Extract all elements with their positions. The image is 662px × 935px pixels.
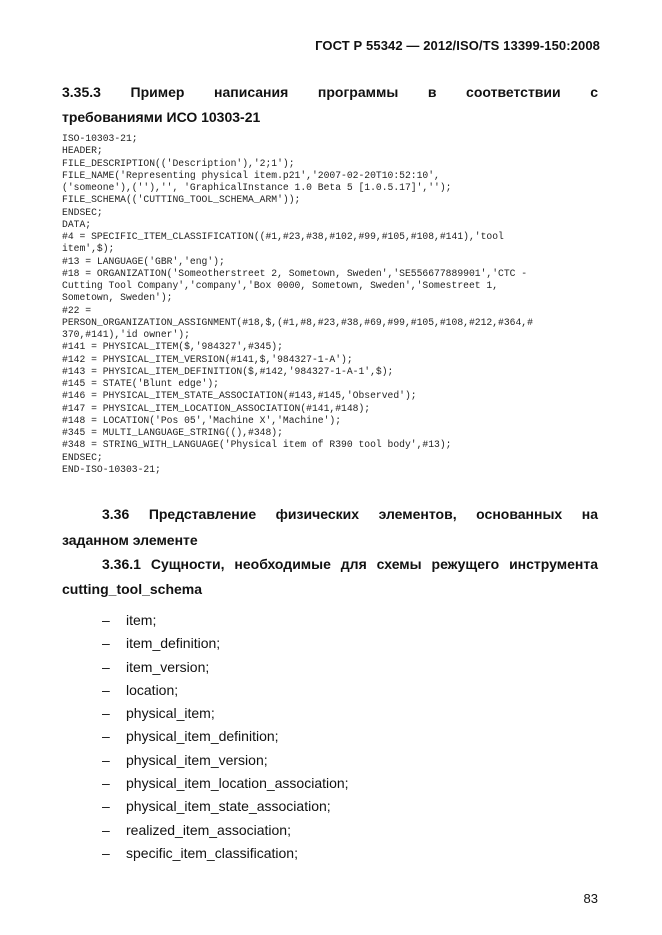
entity-name: item; [126,612,157,628]
entity-name: physical_item_definition; [126,728,279,745]
document-header: ГОСТ Р 55342 — 2012/ISO/TS 13399-150:2008 [315,38,600,53]
section-3-36-1-heading: 3.36.1 Сущности, необходимые для схемы режущего инструмента [102,556,598,572]
code-line: END-ISO-10303-21; [62,463,161,475]
list-dash: – [102,705,110,722]
entity-name: physical_item_version; [126,751,268,768]
list-item [102,611,349,634]
list-dash: – [102,751,110,768]
code-line: #4 = SPECIFIC_ITEM_CLASSIFICATION((#1,#23,#38,#102,#99,#105,#108,#141),'tool [62,231,504,242]
list-item [102,751,349,774]
list-dash: – [102,821,110,838]
list-dash: – [102,798,110,815]
list-item [102,658,349,681]
code-line: FILE_DESCRIPTION(('Description'),'2;1'); [62,157,295,169]
code-line: #345 = MULTI_LANGUAGE_STRING((),#348); [62,427,283,438]
code-line: #22 = [62,304,92,316]
list-dash: – [102,658,110,675]
code-line: #141 = PHYSICAL_ITEM($,'984327',#345); [62,341,283,353]
list-item [102,634,349,657]
entity-name: physical_item_location_association; [126,775,349,792]
list-item [102,844,349,867]
code-line: ISO-10303-21; [62,133,138,144]
code-line: Cutting Tool Company','company','Box 0000, Sometown, Sweden','Somestreet 1, [62,280,499,291]
entity-name: specific_item_classification; [126,844,298,861]
code-line: #143 = PHYSICAL_ITEM_DEFINITION($,#142,'984327-1-A-1',$); [62,365,394,377]
code-line: #13 = LANGUAGE('GBR','eng'); [62,255,225,267]
entity-name: item_definition; [126,635,221,652]
list-item [102,704,349,727]
code-line: #145 = STATE('Blunt edge'); [62,378,219,389]
list-dash: – [102,775,110,792]
entity-name: location; [126,681,179,698]
list-item [102,821,349,844]
code-line: ENDSEC; [62,206,103,218]
entity-name: realized_item_association; [126,821,291,838]
code-line: #147 = PHYSICAL_ITEM_LOCATION_ASSOCIATION(#141,#148); [62,402,371,414]
code-line: HEADER; [62,145,103,157]
section-3-36-heading: 3.36 Представление физических элементов, основанных на [102,506,598,522]
section-3-35-3-heading: 3.35.3 Пример написания программы в соответствии с [62,84,598,100]
entity-name: physical_item_state_association; [126,798,331,815]
code-line: FILE_SCHEMA(('CUTTING_TOOL_SCHEMA_ARM')); [62,194,301,206]
code-line: #348 = STRING_WITH_LANGUAGE('Physical item of R390 tool body',#13); [62,439,452,451]
list-item [102,681,349,704]
code-line: Sometown, Sweden'); [62,292,173,304]
list-item [102,774,349,797]
entity-list [102,611,349,867]
code-line: PERSON_ORGANIZATION_ASSIGNMENT(#18,$,(#1,#8,#23,#38,#69,#99,#105,#108,#212,#364,# [62,316,533,328]
list-dash: – [102,635,110,652]
code-line: #18 = ORGANIZATION('Someotherstreet 2, Sometown, Sweden','SE556677889901','CTC - [62,267,528,279]
list-dash: – [102,844,110,861]
code-listing [62,133,622,476]
list-dash: – [102,612,110,628]
page-number: 83 [583,891,598,906]
code-line: 370,#141),'id owner'); [62,329,190,340]
entity-name: item_version; [126,658,210,675]
code-line: #148 = LOCATION('Pos 05','Machine X','Machine'); [62,414,342,426]
section-3-35-3-heading-cont: требованиями ИСО 10303-21 [62,109,261,125]
code-line: ('someone'),(''),'', 'GraphicalInstance 1.0 Beta 5 [1.0.5.17]',''); [62,182,452,193]
code-line: FILE_NAME('Representing physical item.p21','2007-02-20T10:52:10', [62,169,440,181]
list-dash: – [102,728,110,745]
code-line: ENDSEC; [62,451,103,463]
list-dash: – [102,681,110,698]
section-3-36-1-heading-cont: cutting_tool_schema [62,581,203,597]
code-line: DATA; [62,218,92,230]
code-line: #146 = PHYSICAL_ITEM_STATE_ASSOCIATION(#143,#145,'Observed'); [62,390,417,402]
list-item [102,797,349,820]
code-line: item',$); [62,243,115,255]
entity-name: physical_item; [126,705,215,722]
code-line: #142 = PHYSICAL_ITEM_VERSION(#141,$,'984327-1-A'); [62,353,353,365]
list-item [102,727,349,750]
section-3-36-heading-cont: заданном элементе [62,532,198,548]
